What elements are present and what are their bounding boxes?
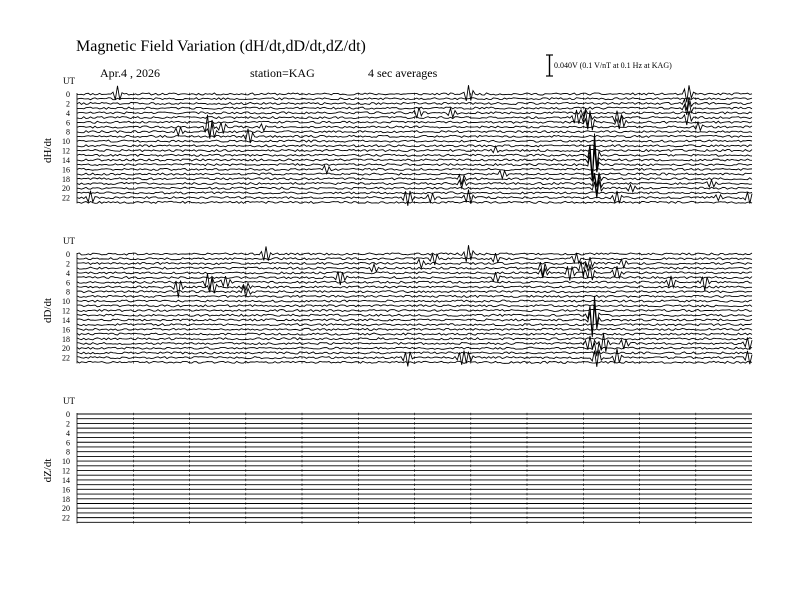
date-label: Apr.4 , 2026 — [100, 66, 160, 80]
chart-title: Magnetic Field Variation (dH/dt,dD/dt,dZ/dt) — [76, 38, 366, 55]
hour-label: 20 — [62, 184, 70, 194]
hour-label: 4 — [66, 268, 70, 278]
hour-label: 2 — [66, 419, 70, 429]
hour-label: 2 — [66, 99, 70, 109]
hour-label: 20 — [62, 504, 70, 514]
hour-label: 14 — [62, 315, 70, 325]
hour-label: 0 — [66, 90, 70, 99]
hour-label: 6 — [66, 278, 70, 288]
hour-label: 14 — [62, 155, 70, 165]
scale-bar — [546, 55, 553, 76]
hour-label: 22 — [62, 353, 70, 363]
hour-label: 8 — [66, 287, 70, 297]
panel-dd-dt — [42, 236, 752, 367]
hour-label: 0 — [66, 410, 70, 419]
hour-label: 4 — [66, 428, 70, 438]
hour-label: 6 — [66, 118, 70, 128]
panels — [42, 76, 752, 524]
ut-label: UT — [63, 396, 75, 406]
panel-label: dD/dt — [42, 297, 54, 324]
hour-label: 2 — [66, 259, 70, 269]
hour-label: 20 — [62, 344, 70, 354]
hour-label: 16 — [62, 165, 70, 175]
hour-label: 12 — [62, 146, 70, 156]
scale-bar-label: 0.040V (0.1 V/nT at 0.1 Hz at KAG) — [554, 61, 672, 70]
panel-label: dZ/dt — [42, 458, 54, 483]
hour-label: 10 — [62, 297, 70, 307]
hour-label: 0 — [66, 250, 70, 259]
hour-label: 18 — [62, 494, 70, 504]
hour-label: 22 — [62, 193, 70, 203]
hour-label: 12 — [62, 466, 70, 476]
panel-dz-dt — [42, 396, 752, 524]
hour-label: 10 — [62, 457, 70, 467]
hour-label: 10 — [62, 137, 70, 147]
hour-label: 16 — [62, 325, 70, 335]
averaging-label: 4 sec averages — [368, 66, 438, 80]
hour-label: 18 — [62, 334, 70, 344]
hour-label: 8 — [66, 127, 70, 137]
hour-label: 12 — [62, 306, 70, 316]
station-label: station=KAG — [250, 66, 315, 80]
hour-label: 4 — [66, 108, 70, 118]
ut-label: UT — [63, 236, 75, 246]
hour-label: 16 — [62, 485, 70, 495]
panel-label: dH/dt — [42, 137, 54, 164]
ut-label: UT — [63, 76, 75, 86]
hour-label: 14 — [62, 475, 70, 485]
hour-label: 8 — [66, 447, 70, 457]
hour-label: 18 — [62, 174, 70, 184]
hour-label: 22 — [62, 513, 70, 523]
panel-dh-dt — [42, 76, 752, 206]
hour-label: 6 — [66, 438, 70, 448]
